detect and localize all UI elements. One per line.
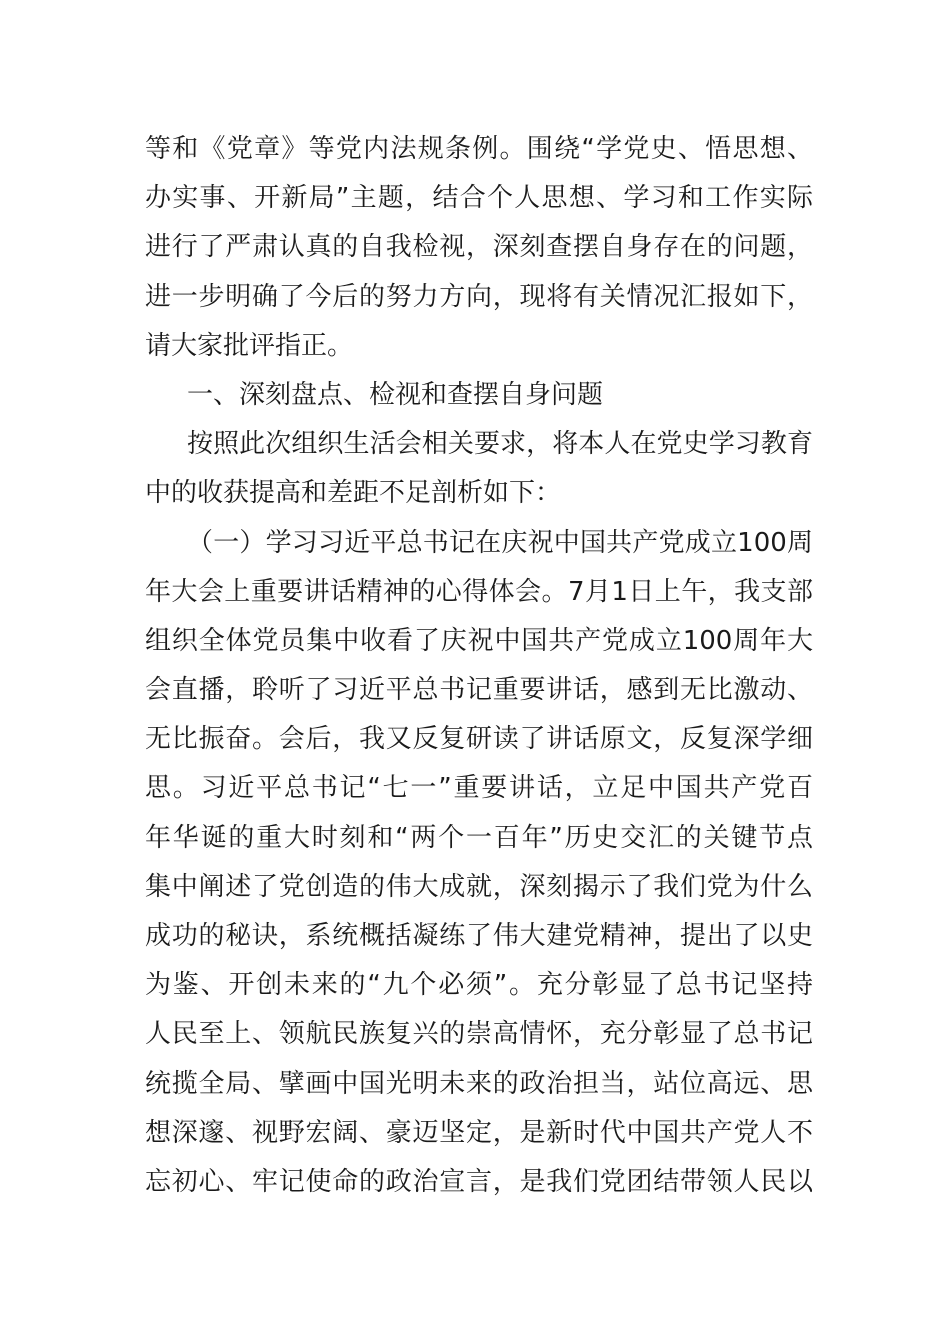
text-line: 忘初心、牢记使命的政治宣言，是我们党团结带领人民以 (145, 1166, 813, 1197)
text-line: 人民至上、领航民族复兴的崇高情怀，充分彰显了总书记 (145, 1019, 813, 1050)
text-line: 进行了严肃认真的自我检视，深刻查摆自身存在的问题， (145, 232, 813, 263)
text-line: 为鉴、开创未来的“九个必须”。充分彰显了总书记坚持 (145, 970, 813, 1001)
text-line: 思。习近平总书记“七一”重要讲话，立足中国共产党百 (145, 773, 813, 804)
text-line: 年大会上重要讲话精神的心得体会。7月1日上午，我支部 (145, 576, 813, 607)
text-line: 集中阐述了党创造的伟大成就，深刻揭示了我们党为什么 (145, 871, 813, 902)
text-line: 成功的秘诀，系统概括凝练了伟大建党精神，提出了以史 (145, 921, 813, 951)
text-line: 等和《党章》等党内法规条例。围绕“学党史、悟思想、 (145, 134, 813, 164)
subsection-heading: （一）学习习近平总书记在庆祝中国共产党成立100周 (187, 527, 813, 558)
text-line: 组织全体党员集中收看了庆祝中国共产党成立100周年大 (145, 625, 813, 656)
text-line: 想深邃、视野宏阔、豪迈坚定，是新时代中国共产党人不 (145, 1117, 813, 1148)
text-line: 年华诞的重大时刻和“两个一百年”历史交汇的关键节点 (145, 822, 813, 853)
text-line: 按照此次组织生活会相关要求，将本人在党史学习教育 (187, 429, 813, 460)
text-line: 无比振奋。会后，我又反复研读了讲话原文，反复深学细 (145, 724, 813, 755)
text-line: 请大家批评指正。 (145, 330, 354, 361)
text-line: 进一步明确了今后的努力方向，现将有关情况汇报如下， (145, 281, 813, 312)
text-line: 办实事、开新局”主题，结合个人思想、学习和工作实际 (145, 183, 813, 214)
document-body (145, 125, 813, 1207)
text-line: 统揽全局、擘画中国光明未来的政治担当，站位高远、思 (145, 1068, 813, 1099)
text-line: 中的收获提高和差距不足剖析如下： (145, 478, 562, 509)
text-line: 会直播，聆听了习近平总书记重要讲话，感到无比激动、 (145, 675, 813, 706)
section-heading: 一、深刻盘点、检视和查摆自身问题 (187, 379, 604, 410)
